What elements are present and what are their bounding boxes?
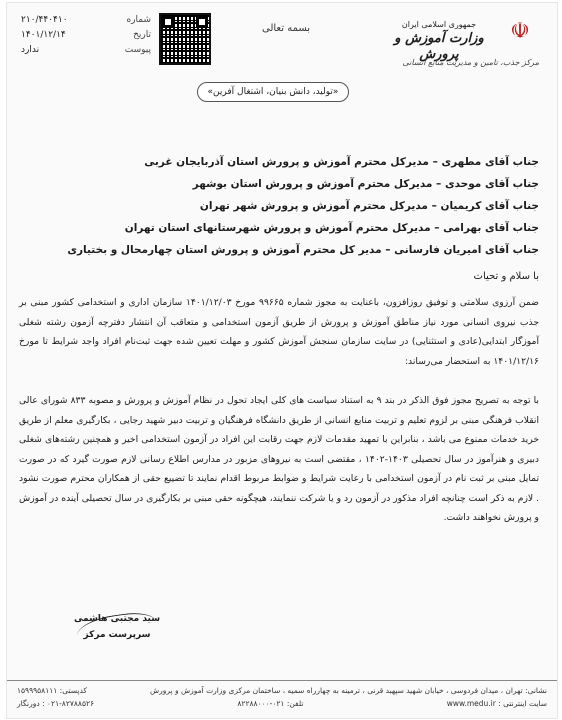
recipient-line: جناب آقای کریمیان – مدیرکل محترم آموزش و پرورش شهر تهران <box>199 200 539 212</box>
meta-number-label: شماره <box>126 15 151 25</box>
footer-postal: کدپستی: ۱۵۹۹۹۵۸۱۱۱ <box>17 686 88 695</box>
meta-number-row <box>21 13 151 28</box>
meta-attachment-value: ندارد <box>21 45 40 55</box>
footer-phone: تلفن: ۰۲۱-۸۲۲۸۸۰۰۰ <box>237 699 304 708</box>
recipient-list <box>59 151 539 261</box>
meta-attachment-row <box>21 43 151 58</box>
iran-emblem-icon: ☫ <box>510 19 530 44</box>
qr-code-icon <box>159 13 211 65</box>
ministry-name: وزارت آموزش و پرورش <box>394 31 484 62</box>
government-title <box>379 19 499 63</box>
signature-block <box>67 611 167 643</box>
letter-page <box>6 2 558 719</box>
footer-row-2 <box>17 697 547 710</box>
meta-date-row <box>21 28 151 43</box>
meta-number-value: ۲۱۰/۴۴۰۴۱۰ <box>21 15 68 25</box>
footer-address: نشانی: تهران ، میدان فردوسی ، خیابان شهید سپهبد قرنی ، ترمینه به چهارراه سمیه ، ساختمان مرکزی وزارت آموزش و پرورش <box>149 686 547 695</box>
gov-line: جمهوری اسلامی ایران <box>401 20 477 29</box>
meta-date-value: ۱۴۰۱/۱۲/۱۴ <box>21 30 66 40</box>
meta-date-label: تاریخ <box>133 30 151 40</box>
body-paragraph-1: ضمن آرزوی سلامتی و توفیق روزافزون، باعنایت به مجوز شماره ۹۹۶۶۵ مورخ ۱۴۰۱/۱۲/۰۳ سازمان اداری و استخدامی کشور مبنی بر جذب نیروی انسانی مورد نیاز مناطق آموزش و پرورش از طریق آزمون استخدامی و متعاقب آن انتشار دفترچه آزمون رشته شغلی آموزگار ابتدایی(عادی و استثنایی) در سایت سازمان سنجش آموزش کشور و مهلت تعیین شده جهت ثبت‌نام افراد واجد شرایط تا مورخ ۱۴۰۱/۱۲/۱۶ به استحضار می‌رساند: <box>19 297 539 367</box>
body-paragraph-2: با توجه به تصریح مجوز فوق الذکر در بند ۹ به استناد سیاست های کلی ایجاد تحول در نظام آموزش و پرورش و مصوبه ۸۳۳ شورای عالی انقلاب فرهنگی مبنی بر لزوم تعلیم و تربیت منابع انسانی از طریق دانشگاه فرهنگیان و تربیت دبیر شهید رجایی ، بکارگیری معلم از طریق خرید خدمات ممنوع می باشد ، بنابراین با تمهید مقدمات لازم جهت رقابت این افراد در آزمون استخدامی اخیر و همچنین رشته‌های شغلی دبیری و هنرآموز در سال تحصیلی ۱۴۰۳-۱۴۰۲ ، مقتضی است به نیروهای مزبور در مدارس اطلاع رسانی لازم صورت گیرد که در صورت تمایل مبنی بر ثبت نام در آزمون استخدامی با رعایت شرایط و ضوابط مربوط اقدام نمایند تا تضییع حقی از همکاران محترم صورت نشود . لازم به ذکر است چنانچه افراد مذکور در آزمون رد و یا شرکت ننمایند، هیچگونه حقی مبنی بر بکارگیری در سال تحصیلی آینده در آموزش و پرورش نخواهند داشت. <box>19 395 539 523</box>
salutation: با سلام و تحیات <box>473 271 539 282</box>
recipient-line: جناب آقای امیریان فارسانی – مدیر کل محترم آموزش و پرورش استان چهارمحال و بختیاری <box>67 244 539 256</box>
recipient-line: جناب آقای مطهری – مدیرکل محترم آموزش و پرورش استان آذربایجان غربی <box>144 156 539 168</box>
meta-attachment-label: پیوست <box>124 45 151 55</box>
recipient-line: جناب آقای موحدی – مدیرکل محترم آموزش و پرورش استان بوشهر <box>192 178 539 190</box>
letter-meta <box>21 13 151 73</box>
footer-fax: ۰۲۱-۸۲۷۸۸۵۲۶ : دورنگار <box>17 699 95 708</box>
year-slogan: «تولید، دانش بنیان، اشتغال آفرین» <box>197 82 349 102</box>
recipient-line: جناب آقای بهرامی – مدیرکل محترم آموزش و پرورش شهرستانهای استان تهران <box>124 222 539 234</box>
bismillah-heading: بسمه تعالی <box>262 23 311 34</box>
signatory-name: سید مجتبی هاشمی <box>73 614 161 624</box>
footer-website: سایت اینترنتی : www.medu.ir <box>446 699 547 708</box>
issuing-center: مرکز جذب، تامین و مدیریت منابع انسانی <box>402 58 539 67</box>
letter-footer <box>7 680 557 716</box>
footer-row-1 <box>17 684 547 697</box>
signatory-title: سرپرست مرکز <box>83 630 151 640</box>
